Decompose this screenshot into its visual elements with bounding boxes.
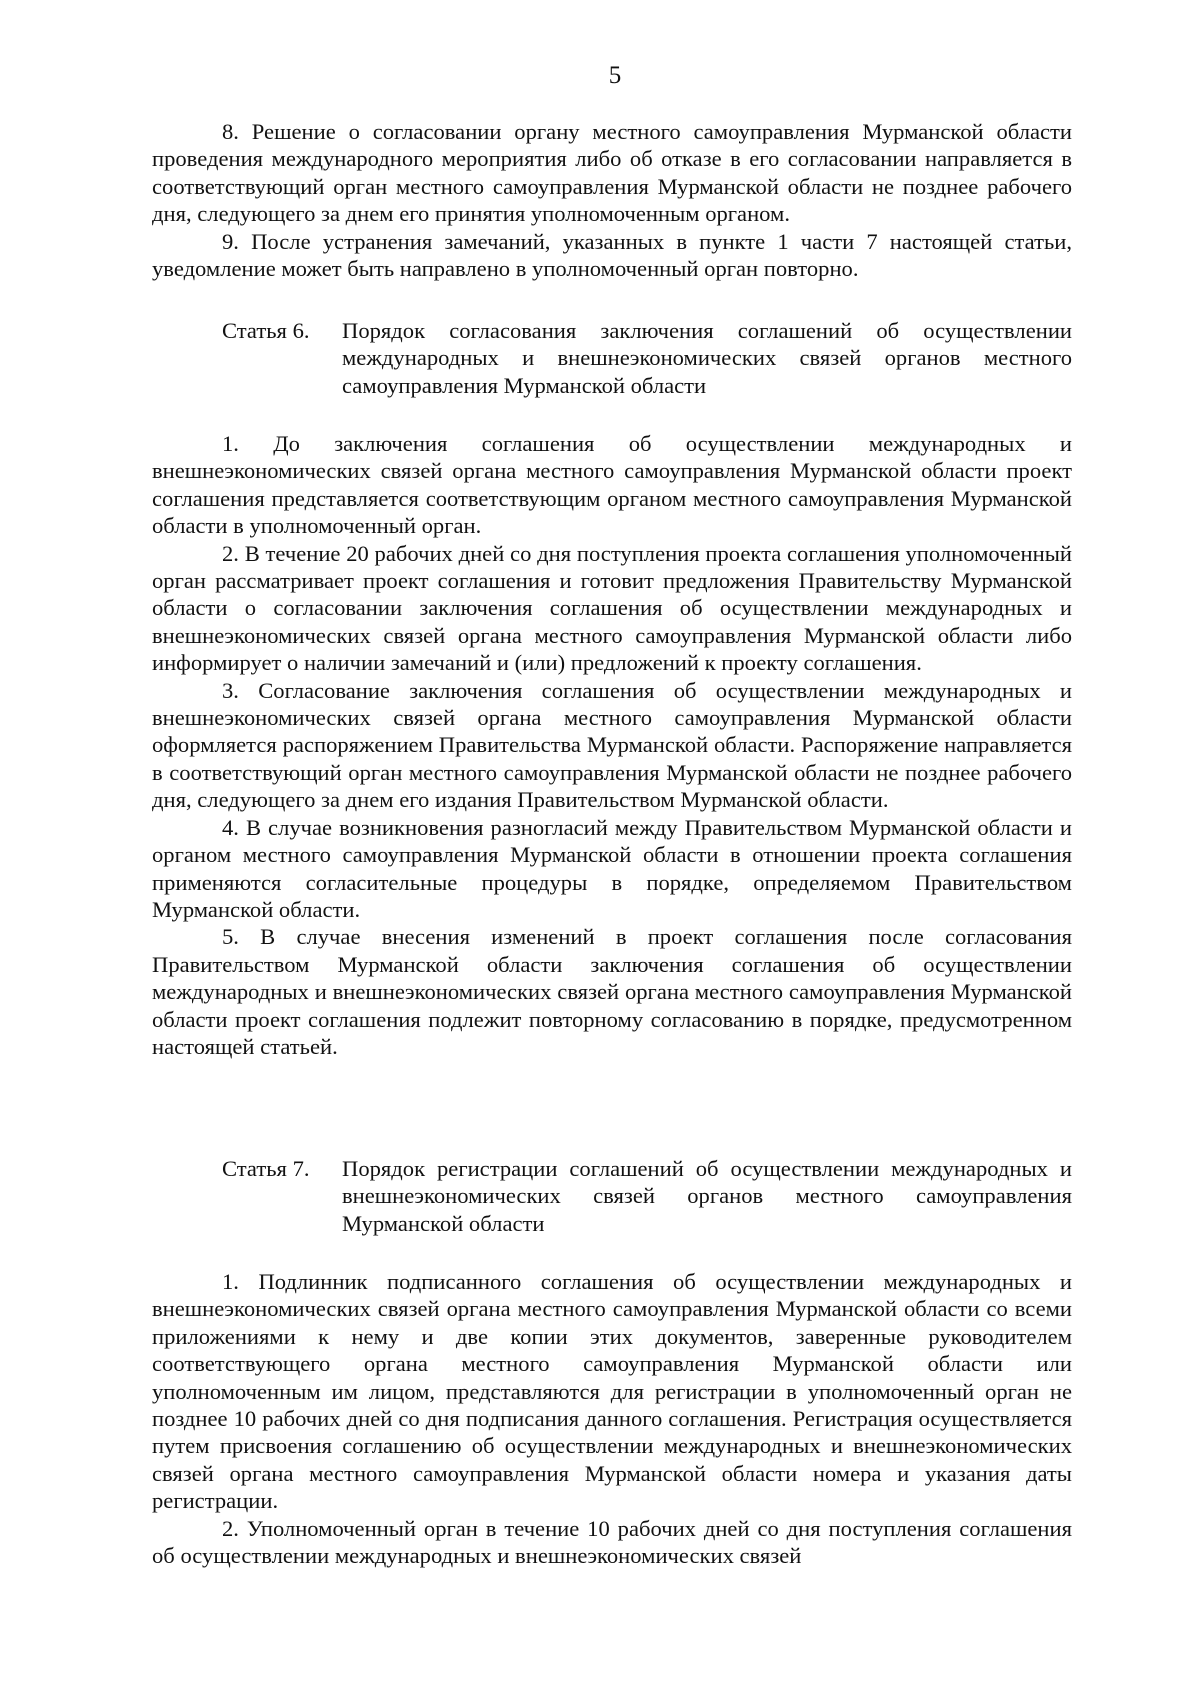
- article-label: Статья 7.: [222, 1156, 310, 1181]
- article-7-heading: [152, 1155, 1072, 1237]
- section-top: [152, 118, 1072, 282]
- page-number: 5: [608, 62, 622, 89]
- article-6-heading: [152, 317, 1072, 399]
- paragraph: 8. Решение о согласовании органу местного самоуправления Мурманской области проведения международного мероприятия либо об отказе в его согласовании направляется в соответствующий орган местного самоуправления Мурманской области не позднее рабочего дня, следующего за днем его принятия уполномоченным органом.: [152, 119, 1072, 227]
- article-title: Порядок регистрации соглашений об осуществлении международных и внешнеэкономических связей органов местного самоуправления Мурманской области: [342, 1156, 1072, 1236]
- article-7-body: [152, 1268, 1072, 1569]
- paragraph: 3. Согласование заключения соглашения об осуществлении международных и внешнеэкономических связей органа местного самоуправления Мурманской области оформляется распоряжением Правительства Мурманской области. Распоряжение направляется в соответствующий орган местного самоуправления Мурманской области не позднее рабочего дня, следующего за днем его издания Правительством Мурманской области.: [152, 677, 1072, 813]
- paragraph: 1. До заключения соглашения об осуществлении международных и внешнеэкономических связей органа местного самоуправления Мурманской области проект соглашения представляется соответствующим органом местного самоуправления Мурманской области в уполномоченный орган.: [152, 431, 1072, 539]
- article-label: Статья 6.: [222, 318, 310, 343]
- paragraph: 1. Подлинник подписанного соглашения об осуществлении международных и внешнеэкономических связей органа местного самоуправления Мурманской области со всеми приложениями к нему и две копии этих документов, заверенные руководителем соответствующего органа местного самоуправления Мурманской области или уполномоченным им лицом, представляются для регистрации в уполномоченный орган не позднее 10 рабочих дней со дня подписания данного соглашения. Регистрация осуществляется путем присвоения соглашению об осуществлении международных и внешнеэкономических связей органа местного самоуправления Мурманской области номера и указания даты регистрации.: [152, 1269, 1072, 1514]
- article-6-body: [152, 430, 1072, 1060]
- paragraph: 2. Уполномоченный орган в течение 10 рабочих дней со дня поступления соглашения об осуществлении международных и внешнеэкономических связей: [152, 1515, 1072, 1569]
- paragraph: 4. В случае возникновения разногласий между Правительством Мурманской области и органом местного самоуправления Мурманской области в отношении проекта соглашения применяются согласительные процедуры в порядке, определяемом Правительством Мурманской области.: [152, 814, 1072, 922]
- paragraph: 2. В течение 20 рабочих дней со дня поступления проекта соглашения уполномоченный орган рассматривает проект соглашения и готовит предложения Правительству Мурманской области о согласовании заключения соглашения об осуществлении международных и внешнеэкономических связей органа местного самоуправления Мурманской области либо информирует о наличии замечаний и (или) предложений к проекту соглашения.: [152, 540, 1072, 676]
- paragraph: 9. После устранения замечаний, указанных в пункте 1 части 7 настоящей статьи, уведомление может быть направлено в уполномоченный орган повторно.: [152, 228, 1072, 282]
- article-title: Порядок согласования заключения соглашений об осуществлении международных и внешнеэкономических связей органов местного самоуправления Мурманской области: [342, 318, 1072, 398]
- paragraph: 5. В случае внесения изменений в проект соглашения после согласования Правительством Мурманской области заключения соглашения об осуществлении международных и внешнеэкономических связей органа местного самоуправления Мурманской области проект соглашения подлежит повторному согласованию в порядке, предусмотренном настоящей статьей.: [152, 924, 1072, 1059]
